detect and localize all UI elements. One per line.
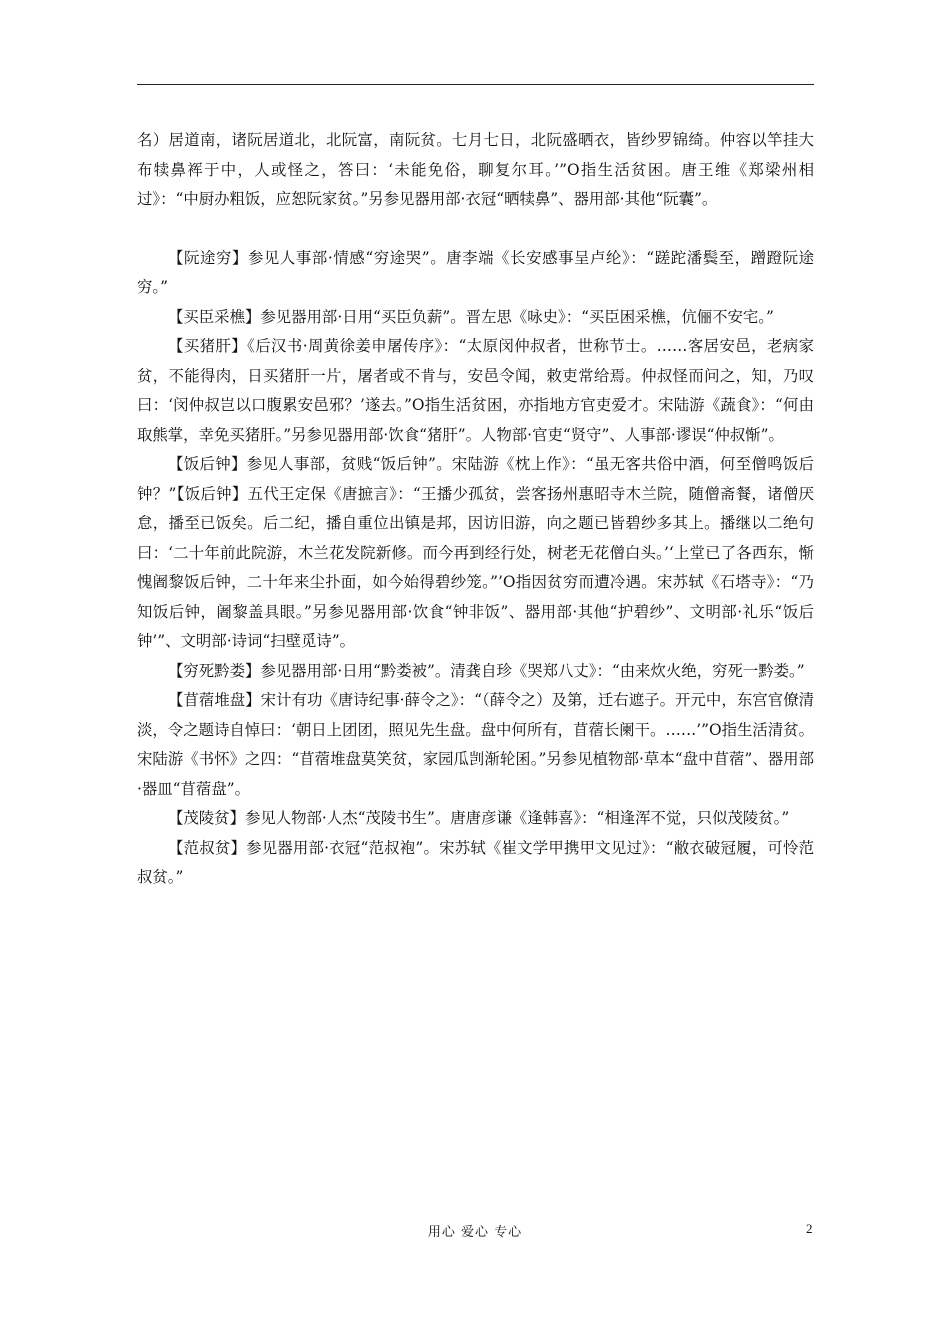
entry-head: 【范叔贫】: [168, 838, 247, 857]
entry-head: 【茂陵贫】: [168, 809, 245, 827]
entry-head: 【饭后钟】: [168, 455, 247, 473]
entry-head: 【苜蓿堆盘】: [168, 691, 261, 709]
header-rule: [137, 84, 814, 85]
entry-ruan-tu-qiong: [137, 244, 814, 303]
entry-mai-chen-cai-qiao: [137, 303, 814, 333]
intro-paragraph: 名）居道南，诸阮居道北，北阮富，南阮贫。七月七日，北阮盛晒衣，皆纱罗锦绮。仲容以竿挂大布犊鼻裈于中，人或怪之，答曰：‘未能免俗，聊复尔耳。’”O指生活贫困。唐王维《郑梁州相过》：“中厨办粗饭，应恕阮家贫。”另参见器用部·衣冠“晒犊鼻”、器用部·其他“阮囊”。: [137, 131, 814, 208]
entry-head: 【买臣采樵】: [168, 307, 261, 326]
entry-text: 参见器用部·衣冠“范叔袍”。宋苏轼《崔文学甲携甲文见过》：“敝衣破冠履，可怜范叔贫。”: [137, 838, 814, 886]
entry-text: 参见人事部·情感“穷途哭”。唐李端《长安感事呈卢纶》：“蹉跎潘鬓至，蹭蹬阮途穷。”: [137, 248, 814, 296]
entry-text: 《后汉书·周黄徐姜申屠传序》：“太原闵仲叔者，世称节士。……客居安邑，老病家贫，不能得肉，日买猪肝一片，屠者或不肯与，安邑令闻，敕吏常给焉。仲叔怪而问之，知，乃叹曰：‘闵仲叔岂以口腹累安邑邪？’遂去。”O指生活贫困，亦指地方官吏爱才。宋陆游《蔬食》：“何由取熊掌，幸免买猪肝。”另参见器用部·饮食“猪肝”。人物部·官吏“贤守”、人事部·谬误“仲叔惭”。: [137, 337, 814, 444]
entry-fan-hou-zhong: [137, 450, 814, 657]
entry-mao-ling-pin: [137, 804, 814, 834]
entry-head: 【穷死黔娄】: [168, 661, 261, 680]
entry-text: 参见人事部，贫贱“饭后钟”。宋陆游《枕上作》：“虽无客共俗中酒，何至僧鸣饭后钟？”【饭后钟】五代王定保《唐摭言》：“王播少孤贫，尝客扬州惠昭寺木兰院，随僧斋餐，诸僧厌怠，播至已饭矣。后二纪，播自重位出镇是邦，因访旧游，向之题已皆碧纱多其上。播继以二绝句曰：‘二十年前此院游，木兰花发院新修。而今再到经行处，树老无花僧白头。’‘上堂已了各西东，惭愧阇黎饭后钟，二十年来尘扑面，如今始得碧纱笼。”’O指因贫穷而遭冷遇。宋苏轼《石塔寺》：“乃知饭后钟，阇黎盖具眼。”另参见器用部·饮食“钟非饭”、器用部·其他“护碧纱”、文明部·礼乐“饭后钟’”、文明部·诗词“扫壁觅诗”。: [137, 455, 814, 650]
footer-slogan: 用心 爱心 专心: [427, 1225, 523, 1240]
entry-text: 宋计有功《唐诗纪事·薛令之》：“（薛令之）及第，迁右遮子。开元中，东宫官僚清淡，令之题诗自悼曰：‘朝日上团团，照见先生盘。盘中何所有，苜蓿长阑干。……’”O指生活清贫。宋陆游《书怀》之四：“苜蓿堆盘莫笑贫，家园瓜剀渐轮囷。”另参见植物部·草本“盘中苜蓿”、器用部·器皿“苜蓿盘”。: [137, 691, 814, 798]
entry-fan-shu-pin: [137, 834, 814, 893]
entry-mai-zhu-gan: [137, 332, 814, 450]
paragraph-gap: [137, 215, 814, 244]
entry-text: 参见器用部·日用“买臣负薪”。晋左思《咏史》：“买臣困采樵，伉俪不安宅。”: [260, 307, 774, 326]
entry-mu-xu-dui-pan: [137, 686, 814, 804]
body-text: [137, 126, 814, 893]
page-number: 2: [806, 1221, 813, 1236]
entry-text: 参见人物部·人杰“茂陵书生”。唐唐彦谦《逢韩喜》：“相逢浑不觉，只似茂陵贫。”: [244, 809, 790, 827]
entry-head: 【买猪肝】: [168, 337, 248, 355]
entry-head: 【阮途穷】: [168, 248, 248, 267]
entry-text: 参见器用部·日用“黔娄被”。清龚自珍《哭郑八丈》：“由来炊火绝，穷死一黔娄。”: [260, 661, 805, 680]
entry-qiong-si-qian-lou: [137, 657, 814, 687]
